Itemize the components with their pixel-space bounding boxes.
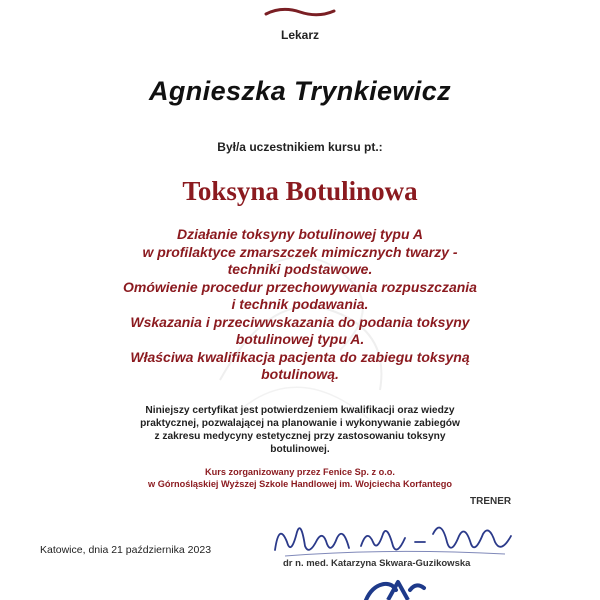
course-topics [70,226,530,384]
place-and-date: Katowice, dnia 21 października 2023 [40,544,212,556]
recipient-name: Agnieszka Trynkiewicz [148,76,452,106]
organizer-line: w Górnośląskiej Wyższej Szkole Handlowej im. Wojciecha Korfantego [148,479,452,489]
recipient-role: Lekarz [280,28,320,42]
handwritten-signature [265,512,525,564]
topic-item: Właściwa kwalifikacja pacjenta do zabiegu toksyną botulinową. [130,348,470,382]
organizer-line: Kurs zorganizowany przez Fenice Sp. z o.o. [205,467,395,477]
confirmation-line: z zakresu medycyny estetycznej przy zastosowaniu toksyny [154,431,446,442]
topic-item: Działanie toksyny botulinowej typu A w profilaktyce zmarszczek mimicznych twarzy - techniki podstawowe. [142,226,458,277]
trainer-label: TRENER [470,496,512,507]
topic-item: Wskazania i przeciwwskazania do podania toksyny botulinowej typu A. [130,313,470,347]
organizer-info [90,466,510,490]
decorative-ink-mark [260,6,340,20]
confirmation-line: botulinowej. [270,444,330,455]
course-title: Toksyna Botulinowa [182,176,418,206]
institution-logo [362,578,428,600]
topic-item: Omówienie procedur przechowywania rozpuszczania i technik podawania. [123,278,477,312]
confirmation-line: praktycznej, pozwalającej na planowanie i wykonywanie zabiegów [140,418,460,429]
confirmation-line: Niniejszy certyfikat jest potwierdzeniem kwalifikacji oraz wiedzy [145,405,455,416]
trainer-name: dr n. med. Katarzyna Skwara-Guzikowska [283,558,471,569]
participant-statement: Był/a uczestnikiem kursu pt.: [217,140,383,154]
certificate-confirmation [100,404,500,456]
